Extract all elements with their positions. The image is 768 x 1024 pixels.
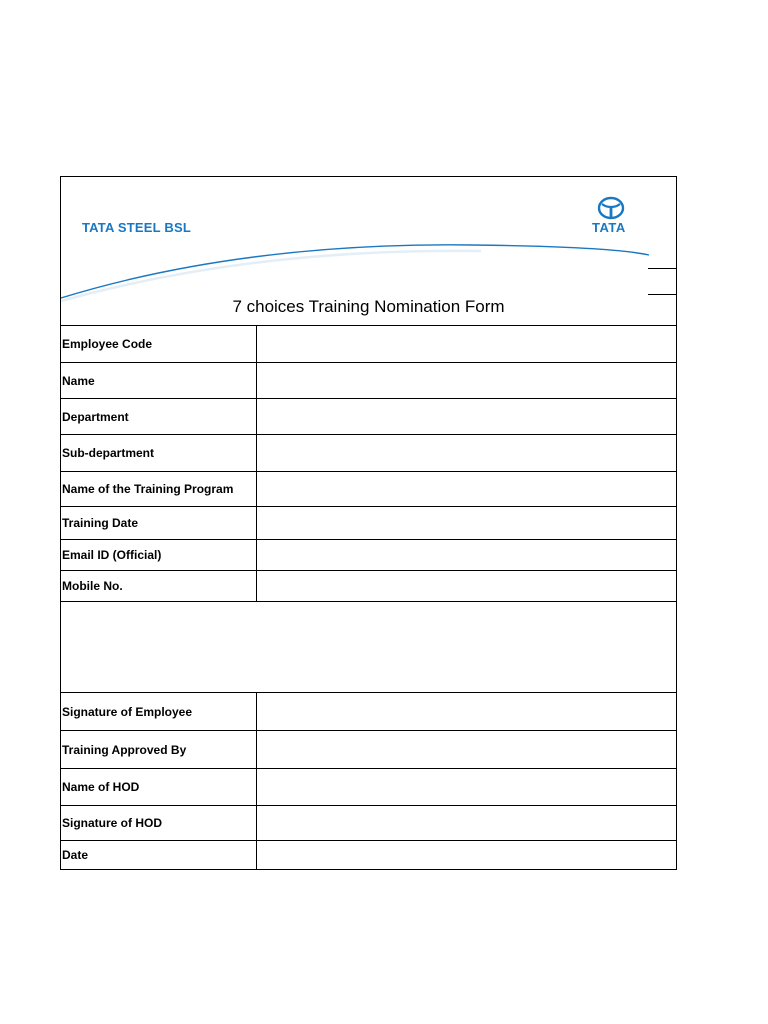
label-training-approved-by: Training Approved By [61,731,257,768]
nomination-form [60,176,677,870]
row-training-approved-by [61,731,676,769]
row-department [61,399,676,435]
field-date[interactable] [257,841,676,869]
row-date [61,841,676,869]
label-name-of-hod: Name of HOD [61,769,257,805]
label-signature-hod: Signature of HOD [61,806,257,840]
tata-wordmark: TATA [592,220,626,235]
blank-separator-area [61,602,676,693]
row-training-date [61,507,676,540]
field-department[interactable] [257,399,676,434]
form-title: 7 choices Training Nomination Form [232,297,505,316]
field-training-approved-by[interactable] [257,731,676,768]
field-employee-code[interactable] [257,326,676,362]
form-header [61,177,676,326]
row-training-program [61,472,676,507]
field-training-program[interactable] [257,472,676,506]
field-signature-hod[interactable] [257,806,676,840]
row-signature-employee [61,693,676,731]
field-sub-department[interactable] [257,435,676,471]
label-email-id: Email ID (Official) [61,540,257,570]
field-training-date[interactable] [257,507,676,539]
label-department: Department [61,399,257,434]
label-training-program: Name of the Training Program [61,472,257,506]
row-employee-code [61,326,676,363]
header-side-rule-top [648,268,677,269]
row-signature-hod [61,806,676,841]
row-mobile-no [61,571,676,602]
label-mobile-no: Mobile No. [61,571,257,601]
row-sub-department [61,435,676,472]
tata-steel-bsl-logo: TATA STEEL BSL [82,220,191,235]
field-name-of-hod[interactable] [257,769,676,805]
label-name: Name [61,363,257,398]
header-side-rule-bottom [648,294,677,295]
field-email-id[interactable] [257,540,676,570]
label-signature-employee: Signature of Employee [61,693,257,730]
label-sub-department: Sub-department [61,435,257,471]
label-employee-code: Employee Code [61,326,257,362]
label-training-date: Training Date [61,507,257,539]
field-signature-employee[interactable] [257,693,676,730]
row-name [61,363,676,399]
field-name[interactable] [257,363,676,398]
row-email-id [61,540,676,571]
row-name-of-hod [61,769,676,806]
field-mobile-no[interactable] [257,571,676,601]
label-date: Date [61,841,257,869]
